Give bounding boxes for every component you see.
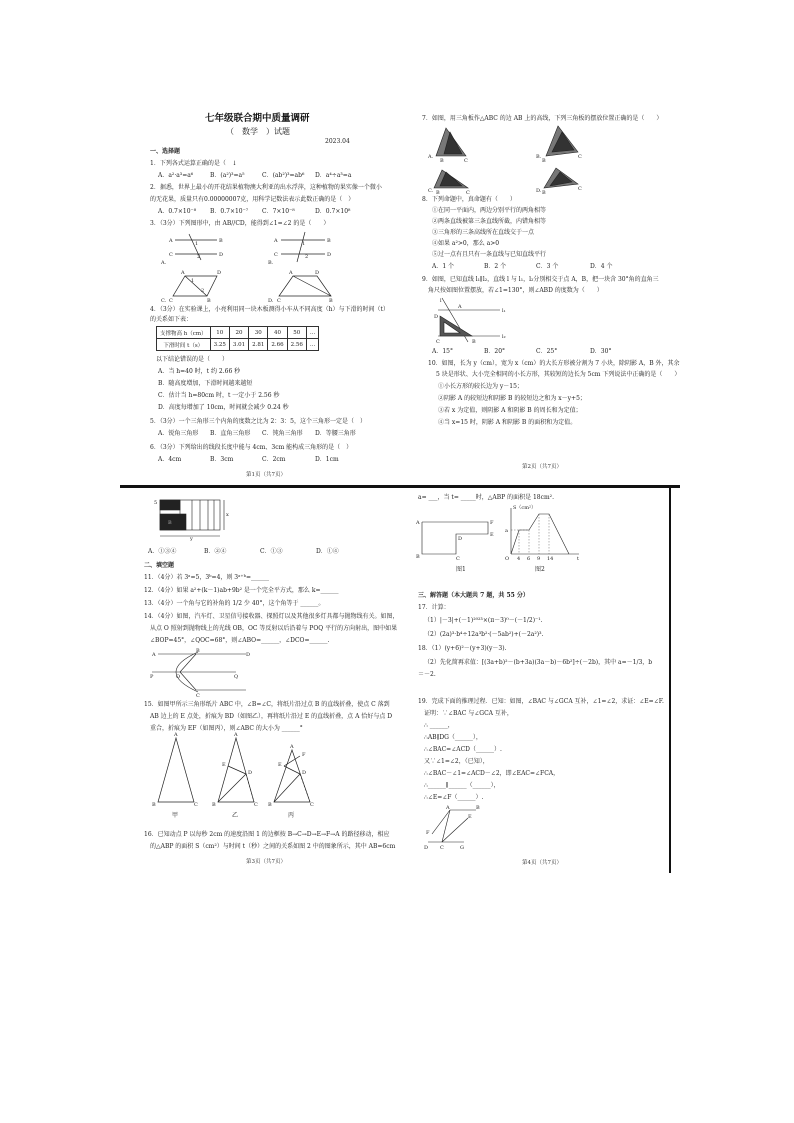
svg-text:C: C bbox=[436, 339, 440, 345]
q3-figures bbox=[155, 230, 395, 304]
q4-data-table bbox=[156, 326, 319, 351]
proof-step: ∴AB∥DG（______）， bbox=[424, 734, 482, 741]
svg-text:1: 1 bbox=[191, 278, 195, 284]
page-footer: 第1页（共7页） bbox=[246, 472, 286, 478]
svg-text:B: B bbox=[476, 805, 480, 811]
proof-step: ∴∠BAC－∠1=∠ACD－∠2，即∠EAC=∠FCA， bbox=[424, 770, 560, 777]
svg-text:D: D bbox=[315, 270, 320, 276]
svg-text:C: C bbox=[466, 190, 470, 196]
svg-text:D: D bbox=[458, 536, 463, 542]
statement: ④当 x=15 时，阴影 A 和阴影 B 的面积和为定值。 bbox=[438, 419, 577, 426]
option-c: C．①③ bbox=[260, 548, 283, 555]
question-17-1: （1）|－3|+(－1)²⁰²³×(π－3)⁰－(－1/2)⁻¹. bbox=[424, 617, 543, 624]
svg-text:E: E bbox=[490, 532, 494, 538]
page-footer: 第4页（共7页） bbox=[522, 860, 562, 866]
exam-date: 2023.04 bbox=[325, 138, 350, 145]
x-tick: 6 bbox=[527, 556, 531, 562]
svg-text:D: D bbox=[424, 845, 429, 851]
question-16-cont: a= ___，当 t= _____时，△ABP 的面积是 18cm². bbox=[418, 494, 554, 501]
svg-text:C: C bbox=[578, 154, 582, 160]
svg-text:D: D bbox=[219, 252, 224, 258]
statement: ③若 x 为定值，则阴影 A 和阴影 B 的周长和为定值； bbox=[438, 407, 582, 414]
question-14: 14．（4分）如图，汽车灯、卫星信号接收器、探照灯以及其他很多灯具都与抛物线有关。如图， bbox=[144, 613, 399, 620]
question-14: ∠BOP=45°，∠QOC=68°，则∠ABO=______，∠DCO=______. bbox=[150, 637, 330, 644]
question-12: 12．（4分）如果 a²+(k－1)ab+9b² 是一个完全平方式，那么 k=______ bbox=[144, 587, 339, 594]
svg-text:B: B bbox=[472, 339, 476, 345]
svg-text:5: 5 bbox=[154, 500, 158, 506]
svg-text:A: A bbox=[458, 304, 462, 310]
question-13: 13．（4分）一个角与它的补角的 1/2 少 40°，这个角等于 ______。 bbox=[144, 600, 325, 607]
q7-figures bbox=[428, 122, 628, 202]
statement: ①在同一平面内，两边分别平行的两角相等 bbox=[432, 207, 547, 214]
svg-text:x: x bbox=[226, 512, 229, 518]
page-edge bbox=[669, 488, 671, 873]
table-cell: 2.56 bbox=[287, 339, 306, 351]
question-18-2: ＝－2. bbox=[418, 671, 436, 678]
option-a: A．a²·a³=a⁶ bbox=[158, 172, 194, 179]
svg-text:O: O bbox=[505, 556, 510, 562]
svg-text:O: O bbox=[176, 674, 181, 680]
option-c: C．7×10⁻⁸ bbox=[262, 208, 295, 215]
svg-text:A: A bbox=[169, 238, 173, 244]
question-18-2: （2）先化简再求值：[(3a+b)²－(b+3a)(3a－b)－6b²]÷(－2b)，其中 a=－1/3，b bbox=[424, 659, 653, 666]
table-cell: 30 bbox=[249, 327, 268, 339]
question-8: 8．下列命题中，真命题有（ ） bbox=[422, 196, 516, 203]
svg-text:l₁: l₁ bbox=[502, 308, 506, 314]
figure-caption: 图1 bbox=[456, 566, 466, 573]
svg-text:D: D bbox=[302, 770, 307, 776]
svg-text:B: B bbox=[219, 238, 223, 244]
svg-text:A: A bbox=[289, 270, 293, 276]
svg-text:E: E bbox=[222, 762, 226, 768]
svg-text:B: B bbox=[440, 158, 444, 164]
svg-text:A: A bbox=[290, 744, 294, 750]
svg-text:B: B bbox=[329, 298, 333, 304]
svg-text:F: F bbox=[490, 520, 494, 526]
svg-text:A.: A. bbox=[161, 260, 167, 266]
x-tick: 9 bbox=[537, 556, 541, 562]
page-footer: 第2页（共7页） bbox=[522, 464, 562, 470]
page-subtitle: （ 数学 ）试题 bbox=[226, 127, 290, 136]
svg-text:B.: B. bbox=[268, 260, 274, 266]
svg-text:D: D bbox=[327, 252, 332, 258]
question-19: 证明：∵∠BAC 与∠GCA 互补， bbox=[424, 710, 513, 717]
figure-caption: 图2 bbox=[535, 566, 545, 573]
option-b: B．2 个 bbox=[484, 263, 507, 270]
option-c: C．3 个 bbox=[536, 263, 559, 270]
option-c: C．钝角三角形 bbox=[262, 430, 303, 437]
question-14: 从点 O 照射到抛物线上的光线 OB，OC 等反射以后沿着与 POQ 平行的方向射出，图中如果 bbox=[150, 625, 398, 632]
option-d: D．a⁴÷a³=a bbox=[315, 172, 352, 179]
proof-step: ∴∠BAC=∠ACD（______）. bbox=[424, 746, 502, 753]
table-cell: … bbox=[306, 339, 319, 351]
option-b: B．直角三角形 bbox=[210, 430, 251, 437]
table-row bbox=[157, 339, 319, 351]
question-5: 5．（3分）一个三角形三个内角的度数之比为 2：3：5，这个三角形一定是（ ） bbox=[150, 418, 366, 425]
svg-text:D.: D. bbox=[268, 298, 274, 304]
table-cell: 40 bbox=[268, 327, 287, 339]
svg-text:A: A bbox=[274, 238, 278, 244]
svg-text:B: B bbox=[416, 554, 420, 560]
question-4: 4．（3分）在实验课上，小亮利用同一块木板测得小车从不同高度（h）与下滑的时间（t） bbox=[150, 306, 389, 313]
svg-text:B: B bbox=[152, 802, 156, 808]
option-b: B．3cm bbox=[210, 456, 234, 463]
statement: ④如果 a²>0，那么 a>0 bbox=[432, 240, 500, 247]
q19-figure bbox=[424, 804, 504, 850]
statement: ①小长方形的较长边为 y－15； bbox=[438, 383, 523, 390]
statement: ②两条直线被第三条直线所截，内错角相等 bbox=[432, 218, 547, 225]
svg-text:B: B bbox=[542, 158, 546, 164]
proof-step: ∴∠E=∠F（______）. bbox=[424, 794, 484, 801]
question-4: 的关系如下表： bbox=[150, 316, 193, 323]
proof-step: ∴______∥______（______）， bbox=[424, 782, 500, 789]
option-c: C．估计当 h=80cm 时，t 一定小于 2.56 秒 bbox=[158, 392, 280, 399]
q16-figure-1 bbox=[416, 512, 506, 562]
figure-label: 丙 bbox=[288, 812, 295, 819]
question-16: 16．已知动点 P 以每秒 2cm 的速度沿图 1 的边框按 B→C→D→E→F→A 的路径移动，相应 bbox=[144, 831, 390, 838]
option-a: A．1 个 bbox=[432, 263, 455, 270]
page-footer: 第3页（共7页） bbox=[246, 859, 286, 865]
page-divider bbox=[120, 485, 680, 488]
question-15: 15．如图甲所示三角形纸片 ABC 中，∠B=∠C，将纸片沿过点 B 的直线折叠，使点 C 落到 bbox=[144, 701, 390, 708]
svg-text:A.: A. bbox=[428, 154, 434, 160]
x-tick: 4 bbox=[517, 556, 521, 562]
option-b: B．0.7×10⁻⁷ bbox=[210, 208, 249, 215]
page-title: 七年级联合期中质量调研 bbox=[205, 113, 310, 124]
q16-graph bbox=[505, 504, 585, 560]
option-a: A．0.7×10⁻⁸ bbox=[158, 208, 197, 215]
option-c: C．25° bbox=[536, 348, 558, 355]
figure-label: 乙 bbox=[232, 812, 239, 819]
svg-text:a: a bbox=[505, 528, 508, 534]
svg-text:C: C bbox=[578, 186, 582, 192]
svg-text:D: D bbox=[217, 270, 222, 276]
svg-text:B: B bbox=[207, 298, 211, 304]
svg-text:B: B bbox=[212, 802, 216, 808]
svg-text:B: B bbox=[268, 802, 272, 808]
svg-text:2: 2 bbox=[201, 288, 205, 294]
option-b: B．20° bbox=[484, 348, 506, 355]
figure-label: 甲 bbox=[172, 812, 179, 819]
svg-text:2: 2 bbox=[197, 254, 201, 260]
question-10: 5 块是形状、大小完全相同的小长方形，其较短的边长为 5cm 下列说法中正确的是（ ） bbox=[436, 371, 681, 378]
svg-text:E: E bbox=[468, 814, 472, 820]
table-cell: 20 bbox=[229, 327, 248, 339]
svg-text:F: F bbox=[426, 830, 430, 836]
svg-text:F: F bbox=[302, 752, 306, 758]
svg-text:B: B bbox=[542, 190, 546, 196]
option-d: D．0.7×10⁸ bbox=[315, 208, 351, 215]
statement: ②阴影 A 的较短边和阴影 B 的较短边之和为 x－y+5； bbox=[438, 395, 586, 402]
option-d: D．等腰三角形 bbox=[315, 430, 356, 437]
svg-text:C: C bbox=[277, 298, 281, 304]
table-cell: 支撑物高 h（cm） bbox=[157, 327, 211, 339]
svg-text:A: A bbox=[234, 732, 238, 738]
svg-text:t: t bbox=[577, 556, 580, 562]
svg-text:C: C bbox=[254, 802, 258, 808]
table-cell: 10 bbox=[210, 327, 229, 339]
statement: ⑤过一点有且只有一条直线与已知直线平行 bbox=[432, 251, 547, 258]
svg-text:C: C bbox=[310, 802, 314, 808]
question-19: 19．完成下面的推理过程．已知：如图，∠BAC 与∠GCA 互补，∠1=∠2，求证：∠E=∠F. bbox=[418, 698, 664, 705]
option-a: A．①③④ bbox=[148, 548, 177, 555]
svg-text:D: D bbox=[246, 652, 251, 658]
q9-figure bbox=[432, 296, 512, 346]
question-11: 11．（4分）若 3ᵃ=5，3ᵇ=4，则 3ᵃ⁺ᵇ=______ bbox=[144, 574, 270, 581]
question-17-2: （2）(2a)³·b⁴÷12a³b²·(－5ab²)+(－2a²)³. bbox=[424, 631, 544, 638]
proof-step: 又∵∠1=∠2，（已知）， bbox=[424, 758, 489, 765]
svg-text:y: y bbox=[190, 536, 193, 542]
option-b: B．②④ bbox=[204, 548, 227, 555]
q15-figures bbox=[150, 732, 350, 816]
q14-figure bbox=[150, 648, 260, 698]
option-d: D．1cm bbox=[315, 456, 339, 463]
question-15: 重合，折痕为 EF（如图丙），则∠ABC 的大小为 ______° bbox=[150, 725, 303, 732]
table-row bbox=[157, 327, 319, 339]
question-2: 2．据悉，世界上最小的开花结果植物澳大利亚的出水浮萍，这种植物的果实像一个微小 bbox=[150, 184, 382, 191]
svg-text:B: B bbox=[436, 190, 440, 196]
svg-text:A: A bbox=[416, 520, 420, 526]
svg-text:1: 1 bbox=[302, 241, 306, 247]
table-cell: 50 bbox=[287, 327, 306, 339]
svg-text:D.: D. bbox=[536, 188, 542, 194]
svg-text:l₂: l₂ bbox=[502, 334, 506, 340]
option-b: B．随高度增加，下滑时间越来越短 bbox=[158, 380, 253, 387]
option-d: D．①④ bbox=[316, 548, 339, 555]
svg-text:B: B bbox=[196, 648, 200, 654]
table-cell: 2.81 bbox=[249, 339, 268, 351]
q10-figure bbox=[154, 496, 234, 540]
svg-text:G: G bbox=[460, 845, 464, 851]
svg-text:A: A bbox=[446, 805, 450, 811]
svg-text:B: B bbox=[327, 238, 331, 244]
section-title: 二、填空题 bbox=[144, 562, 175, 569]
question-1: 1．下列各式运算正确的是（ ↓ bbox=[150, 160, 237, 167]
statement: ③三角形的三条高线所在直线交于一点 bbox=[432, 229, 535, 236]
question-16: 的△ABP 的面积 S（cm²）与时间 t（秒）之间的关系如图 2 中的图象所示，其中 AB=6cm bbox=[150, 843, 396, 850]
question-4-stem: 以下结论错误的是（ ） bbox=[156, 356, 229, 363]
question-7: 7．如图，用三角板作△ABC 的边 AB 上的高线，下列三角板的摆放位置正确的是（ ） bbox=[422, 115, 663, 122]
svg-text:B.: B. bbox=[536, 154, 542, 160]
table-cell: 2.66 bbox=[268, 339, 287, 351]
svg-text:A: A bbox=[152, 652, 156, 658]
question-6: 6．（3分）下列给出的线段长度中能与 4cm、3cm 能构成三角形的是（ ） bbox=[150, 444, 353, 451]
svg-text:P: P bbox=[150, 674, 154, 680]
table-cell: 3.01 bbox=[229, 339, 248, 351]
svg-text:C: C bbox=[194, 802, 198, 808]
svg-text:C: C bbox=[456, 556, 460, 562]
table-cell: … bbox=[306, 327, 319, 339]
question-2: 的无花果，质量只有0.00000007克，用科学记数法表示此数正确的是（ ） bbox=[150, 196, 355, 203]
svg-text:A: A bbox=[181, 270, 185, 276]
svg-text:E: E bbox=[278, 762, 282, 768]
svg-text:C.: C. bbox=[428, 188, 434, 194]
graph-ylabel: S（cm²） bbox=[513, 505, 536, 511]
question-18: 18．（1）(y+6)²－(y+3)(y－3). bbox=[418, 645, 507, 652]
section-title: 一、选择题 bbox=[150, 148, 181, 155]
svg-text:l: l bbox=[440, 298, 442, 304]
svg-text:C.: C. bbox=[161, 298, 167, 304]
proof-step: ∴ ______， bbox=[424, 722, 454, 729]
svg-text:C: C bbox=[464, 158, 468, 164]
option-a: A．当 h=40 时，t 约 2.66 秒 bbox=[158, 368, 241, 375]
option-d: D．4 个 bbox=[590, 263, 613, 270]
svg-text:C: C bbox=[169, 298, 173, 304]
option-c: C．2cm bbox=[262, 456, 286, 463]
table-cell: 下滑时间 t（s） bbox=[157, 339, 211, 351]
table-cell: 3.25 bbox=[210, 339, 229, 351]
question-10: 10．如图，长为 y（cm），宽为 x（cm）的大长方形被分割为 7 小块，除阴影 A，B 外，其余 bbox=[428, 360, 680, 367]
svg-text:D: D bbox=[434, 314, 439, 320]
x-tick: 14 bbox=[547, 556, 554, 562]
option-c: C．(ab²)³=ab⁶ bbox=[262, 172, 305, 179]
option-a: A．锐角三角形 bbox=[158, 430, 199, 437]
svg-text:C: C bbox=[274, 252, 278, 258]
svg-text:2: 2 bbox=[305, 254, 309, 260]
option-b: B．(a²)³=a⁵ bbox=[210, 172, 245, 179]
section-title: 三、解答题（本大题共 7 题，共 55 分） bbox=[418, 592, 529, 599]
svg-text:C: C bbox=[440, 845, 444, 851]
question-3: 3．（3分）下列图形中，由 AB//CD，能得到∠1=∠2 的是（ ） bbox=[150, 220, 330, 227]
option-a: A．4cm bbox=[158, 456, 182, 463]
svg-text:A: A bbox=[174, 732, 178, 738]
question-9: 9．如图，已知直线 l₁∥l₂，直线 l 与 l₁，l₂分别相交于点 A，B，把一块含 30°角的直角三 bbox=[422, 276, 659, 283]
question-17: 17．计算： bbox=[418, 604, 450, 611]
svg-text:C: C bbox=[169, 252, 173, 258]
svg-text:B: B bbox=[168, 520, 172, 526]
option-a: A．15° bbox=[432, 348, 453, 355]
question-15: AB 边上的 E 点处，折痕为 BD（如图乙），再将纸片沿过 E 的直线折叠，点 A 恰好与点 D bbox=[150, 713, 393, 720]
option-d: D．高度每增加了 10cm，时间就会减少 0.24 秒 bbox=[158, 404, 289, 411]
option-d: D．30° bbox=[590, 348, 612, 355]
svg-text:C: C bbox=[196, 693, 200, 699]
svg-text:Q: Q bbox=[234, 674, 239, 680]
question-9: 角尺按如图位置摆放，若∠1=130°，则∠ABD 的度数为（ ） bbox=[428, 287, 603, 294]
svg-text:D: D bbox=[248, 770, 253, 776]
svg-text:1: 1 bbox=[195, 241, 199, 247]
